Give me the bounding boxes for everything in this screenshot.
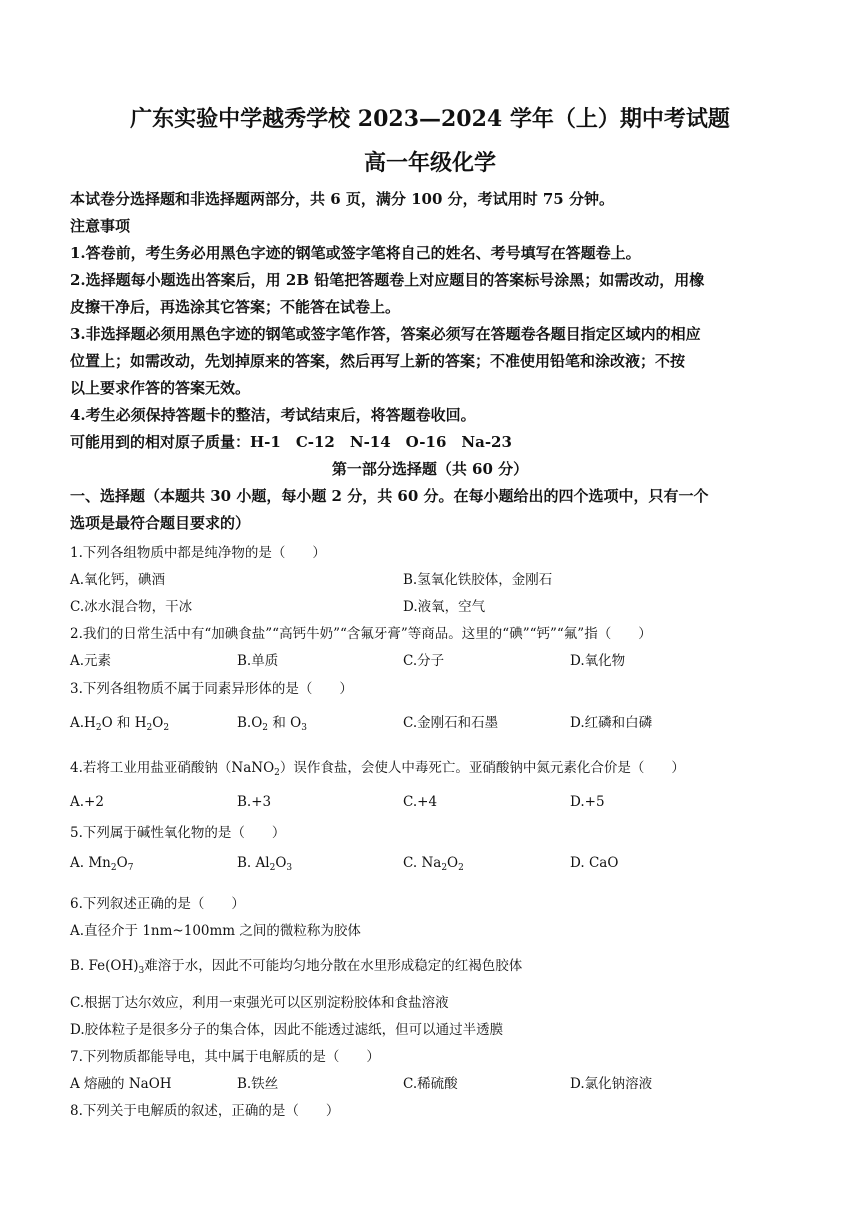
question-7-option-b: B.铁丝 <box>237 1076 279 1092</box>
notice-item-3: 3.非选择题必须用黑色字迹的钢笔或签字笔作答，答案必须写在答题卷各题目指定区域内的相应 <box>70 325 701 343</box>
question-6-option-d: D.胶体粒子是很多分子的集合体，因此不能透过滤纸，但可以通过半透膜 <box>70 1022 504 1038</box>
notice-item-4: 4.考生必须保持答题卡的整洁，考试结束后，将答题卷收回。 <box>70 406 476 424</box>
question-3-option-d: D.红磷和白磷 <box>570 715 653 731</box>
atomic-masses: 可能用到的相对原子质量：H-1 C-12 N-14 O-16 Na-23 <box>70 433 512 451</box>
question-1-option-c: C.冰水混合物，干冰 <box>70 599 193 615</box>
question-4-option-a: A.+2 <box>70 794 104 810</box>
question-7-option-d: D.氯化钠溶液 <box>570 1076 653 1092</box>
question-7-option-a: A 熔融的 NaOH <box>70 1076 172 1092</box>
notice-item-3-cont2: 以上要求作答的答案无效。 <box>70 379 251 397</box>
exam-title: 广东实验中学越秀学校 2023—2024 学年（上）期中考试题 <box>130 106 730 132</box>
notice-item-2: 2.选择题每小题选出答案后，用 2B 铅笔把答题卷上对应题目的答案标号涂黑；如需改动，用橡 <box>70 271 705 289</box>
question-2-option-a: A.元素 <box>70 653 112 669</box>
question-5-option-d: D. CaO <box>570 855 619 871</box>
question-6-option-c: C.根据丁达尔效应，利用一束强光可以区别淀粉胶体和食盐溶液 <box>70 995 449 1011</box>
part1-instructions-cont: 选项是最符合题目要求的） <box>70 514 251 532</box>
question-6-stem: 6.下列叙述正确的是（ ） <box>70 896 245 912</box>
question-3-option-c: C.金刚石和石墨 <box>403 715 499 731</box>
question-1-option-d: D.液氧，空气 <box>403 599 486 615</box>
question-6-option-a: A.直径介于 1nm~100mm 之间的微粒称为胶体 <box>70 923 361 939</box>
question-5-option-b: B. $Al_2O_3$ <box>237 855 293 873</box>
question-2-stem: 2.我们的日常生活中有“加碘食盐”“高钙牛奶”“含氟牙膏”等商品。这里的“碘”“钙”“氟”指（ ） <box>70 626 652 642</box>
exam-subtitle: 高一年级化学 <box>363 150 496 176</box>
question-4-stem: 4.若将工业用盐亚硝酸钠（NaNO$_2$）误作食盐，会使人中毒死亡。亚硝酸钠中氮元素化合价是（ ） <box>70 760 685 778</box>
question-2-option-c: C.分子 <box>403 653 445 669</box>
question-8-stem: 8.下列关于电解质的叙述，正确的是（ ） <box>70 1103 340 1119</box>
intro-line: 本试卷分选择题和非选择题两部分，共 6 页，满分 100 分，考试用时 75 分钟。 <box>70 190 614 208</box>
question-4-option-b: B.+3 <box>237 794 272 810</box>
part1-instructions: 一、选择题（本题共 30 小题，每小题 2 分，共 60 分。在每小题给出的四个选项中，只有一个 <box>70 487 709 505</box>
notice-item-3-cont: 位置上；如需改动，先划掉原来的答案，然后再写上新的答案；不准使用铅笔和涂改液；不按 <box>70 352 686 370</box>
question-3-option-a: $A.H_2O$ 和 $H_2O_2$ <box>70 715 170 733</box>
notice-item-2-cont: 皮擦干净后，再选涂其它答案；不能答在试卷上。 <box>70 298 401 316</box>
question-5-option-a: A. $Mn_2O_7$ <box>70 855 134 873</box>
notice-title: 注意事项 <box>70 217 131 235</box>
question-5-stem: 5.下列属于碱性氧化物的是（ ） <box>70 825 286 841</box>
question-1-option-a: A.氧化钙，碘酒 <box>70 572 166 588</box>
part1-title: 第一部分选择题（共 60 分） <box>331 460 529 478</box>
question-5-option-c: C. $Na_2O_2$ <box>403 855 464 873</box>
question-6-option-b: B. $Fe(OH)_3$难溶于水，因此不可能均匀地分散在水里形成稳定的红褐色胶体 <box>70 958 523 976</box>
question-7-stem: 7.下列物质都能导电，其中属于电解质的是（ ） <box>70 1049 380 1065</box>
question-2-option-b: B.单质 <box>237 653 279 669</box>
question-7-option-c: C.稀硫酸 <box>403 1076 458 1092</box>
question-4-option-d: D.+5 <box>570 794 605 810</box>
question-3-stem: 3.下列各组物质不属于同素异形体的是（ ） <box>70 681 353 697</box>
question-4-option-c: C.+4 <box>403 794 438 810</box>
question-1-option-b: B.氢氧化铁胶体，金刚石 <box>403 572 553 588</box>
question-3-option-b: $B.O_2$ 和 $O_3$ <box>237 715 307 733</box>
notice-item-1: 1.答卷前，考生务必用黑色字迹的钢笔或签字笔将自己的姓名、考号填写在答题卷上。 <box>70 244 641 262</box>
question-1-stem: 1.下列各组物质中都是纯净物的是（ ） <box>70 545 326 561</box>
question-2-option-d: D.氧化物 <box>570 653 626 669</box>
